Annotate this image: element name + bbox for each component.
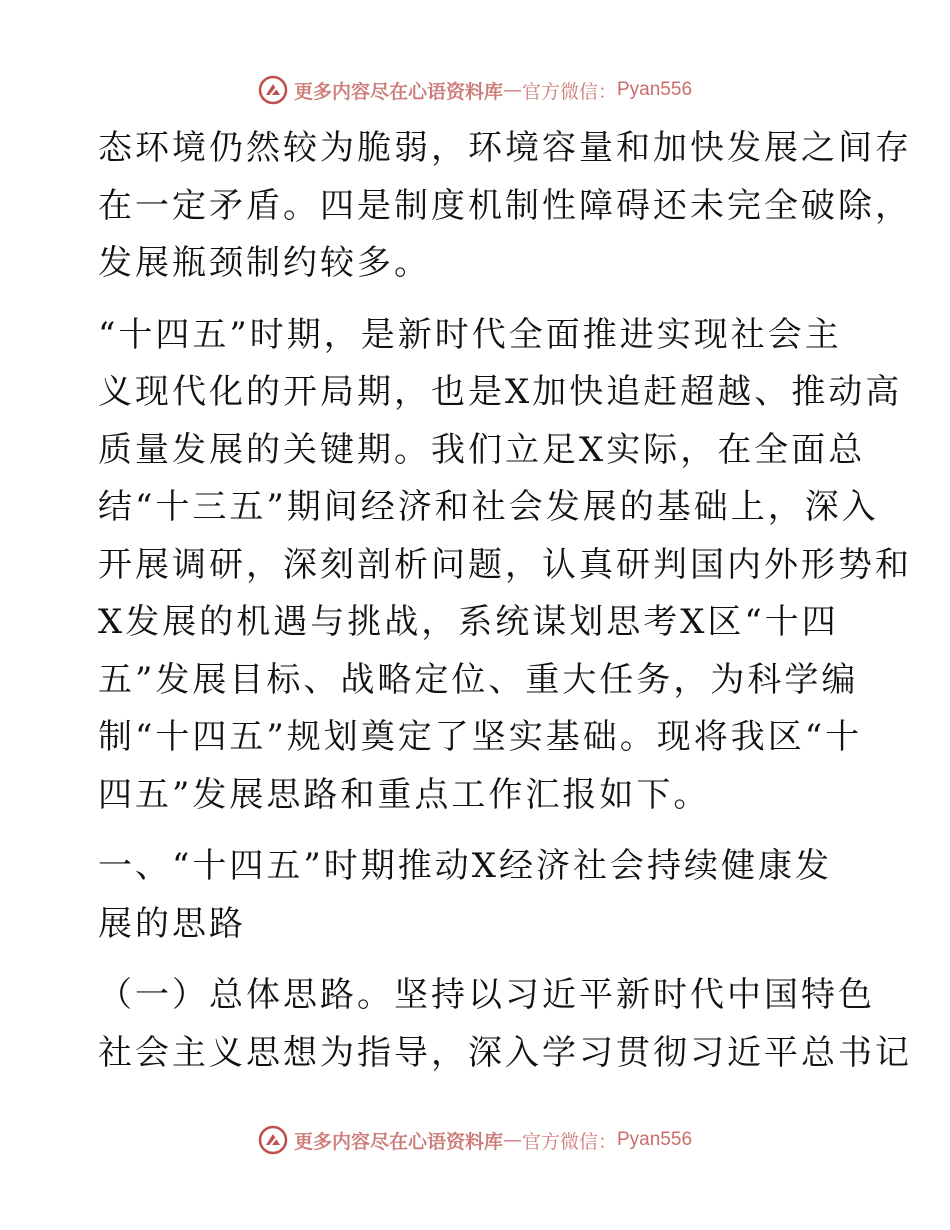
text-line: 开展调研，深刻剖析问题，认真研判国内外形势和 xyxy=(98,544,912,585)
paragraph xyxy=(98,307,912,825)
text-line: 四五”发展思路和重点工作汇报如下。 xyxy=(98,774,711,815)
watermark-main-text: 更多内容尽在心语资料库 xyxy=(293,1130,503,1153)
text-line: （一）总体思路。坚持以习近平新时代中国特色 xyxy=(98,975,875,1015)
watermark-wechat-id: Pyan556 xyxy=(617,79,693,100)
watermark-separator: — xyxy=(502,1129,522,1151)
book-pen-logo-icon xyxy=(258,75,288,105)
text-line: 社会主义思想为指导，深入学习贯彻习近平总书记 xyxy=(98,1032,912,1073)
watermark-separator: — xyxy=(502,79,522,101)
text-line: X发展的机遇与挑战，系统谋划思考X区“十四 xyxy=(98,602,839,642)
section-heading xyxy=(98,838,858,953)
text-line: 发展瓶颈制约较多。 xyxy=(98,243,431,283)
footer-watermark xyxy=(0,1125,950,1155)
text-line: 五”发展目标、战略定位、重大任务，为科学编 xyxy=(98,659,859,700)
paragraph xyxy=(98,967,912,1082)
text-line: “十四五”时期，是新时代全面推进实现社会主 xyxy=(98,314,842,355)
watermark-main-text: 更多内容尽在心语资料库 xyxy=(293,80,503,103)
text-line: 制“十四五”规划奠定了坚实基础。现将我区“十 xyxy=(98,717,863,757)
document-body xyxy=(98,120,912,1082)
watermark-wechat-id: Pyan556 xyxy=(617,1129,693,1150)
text-line: 结“十三五”期间经济和社会发展的基础上，深入 xyxy=(98,487,879,527)
watermark-wechat-label: 官方微信： xyxy=(521,80,617,103)
text-line: 质量发展的关键期。我们立足X实际，在全面总 xyxy=(98,429,866,470)
text-line: 义现代化的开局期，也是X加快追赶超越、推动高 xyxy=(98,372,903,412)
book-pen-logo-icon xyxy=(258,1125,288,1155)
header-watermark xyxy=(0,75,950,105)
text-line: 展的思路 xyxy=(98,903,246,944)
paragraph xyxy=(98,120,912,293)
text-line: 在一定矛盾。四是制度机制性障碍还未完全破除， xyxy=(98,185,912,226)
text-line: 态环境仍然较为脆弱，环境容量和加快发展之间存 xyxy=(98,128,912,168)
text-line: 一、“十四五”时期推动X经济社会持续健康发 xyxy=(98,846,832,886)
watermark-wechat-label: 官方微信： xyxy=(521,1130,617,1153)
